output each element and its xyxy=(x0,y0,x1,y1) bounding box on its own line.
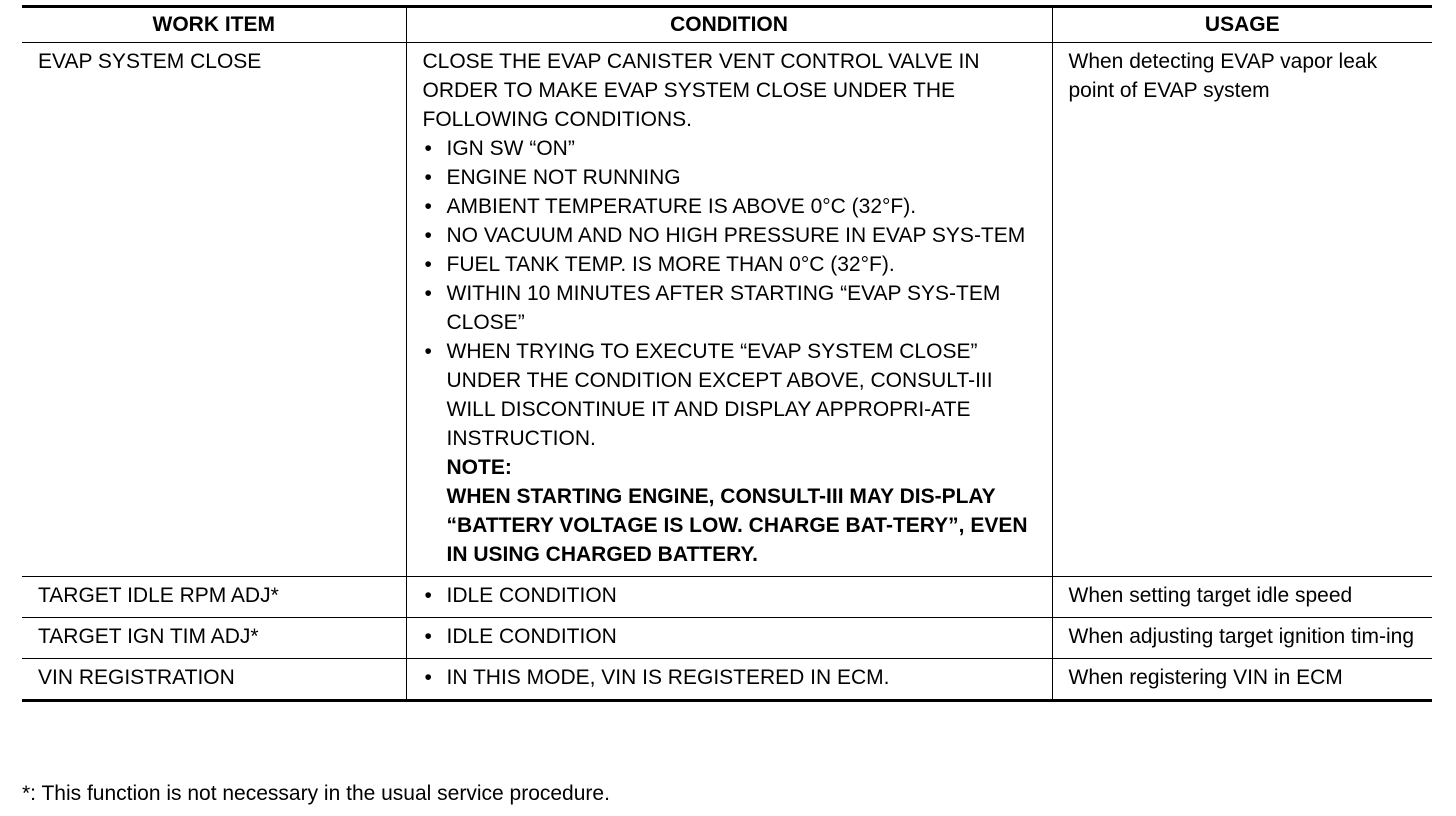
condition-list xyxy=(423,581,1036,610)
work-item-cell: VIN REGISTRATION xyxy=(22,659,406,701)
list-item: • IGN SW “ON” xyxy=(423,134,1036,163)
condition-cell xyxy=(406,577,1052,618)
list-item: • IDLE CONDITION xyxy=(423,581,1036,610)
list-item-text: • WHEN TRYING TO EXECUTE “EVAP SYSTEM CLOSE” UNDER THE CONDITION EXCEPT ABOVE, CONSULT-III WILL DISCONTINUE IT AND DISPLAY APPROPRI-ATE INSTRUCTION. xyxy=(446,340,993,450)
condition-list xyxy=(423,134,1036,569)
condition-cell xyxy=(406,618,1052,659)
list-item: • IDLE CONDITION xyxy=(423,622,1036,651)
usage-cell: When detecting EVAP vapor leak point of EVAP system xyxy=(1052,43,1432,577)
condition-list xyxy=(423,622,1036,651)
table-row xyxy=(22,659,1432,701)
note-label: NOTE: xyxy=(446,456,512,479)
usage-cell: When setting target idle speed xyxy=(1052,577,1432,618)
table-row xyxy=(22,577,1432,618)
list-item xyxy=(423,337,1036,569)
note-text: WHEN STARTING ENGINE, CONSULT-III MAY DIS-PLAY “BATTERY VOLTAGE IS LOW. CHARGE BAT-TERY”, EVEN IN USING CHARGED BATTERY. xyxy=(446,485,1028,566)
list-item: • IN THIS MODE, VIN IS REGISTERED IN ECM. xyxy=(423,663,1036,692)
condition-intro: CLOSE THE EVAP CANISTER VENT CONTROL VALVE IN ORDER TO MAKE EVAP SYSTEM CLOSE UNDER THE FOLLOWING CONDITIONS. xyxy=(422,50,980,131)
work-item-cell: TARGET IDLE RPM ADJ* xyxy=(22,577,406,618)
table-row xyxy=(22,43,1432,577)
work-item-cell: TARGET IGN TIM ADJ* xyxy=(22,618,406,659)
condition-cell xyxy=(406,43,1052,577)
header-row xyxy=(22,7,1432,43)
table-row xyxy=(22,618,1432,659)
list-item: • FUEL TANK TEMP. IS MORE THAN 0°C (32°F). xyxy=(423,250,1036,279)
list-item: • WITHIN 10 MINUTES AFTER STARTING “EVAP SYS-TEM CLOSE” xyxy=(423,279,1036,337)
header-condition: CONDITION xyxy=(406,7,1052,43)
work-support-table xyxy=(22,5,1432,702)
condition-list xyxy=(423,663,1036,692)
work-item-cell: EVAP SYSTEM CLOSE xyxy=(38,50,262,73)
list-item: • ENGINE NOT RUNNING xyxy=(423,163,1036,192)
header-work-item: WORK ITEM xyxy=(22,7,406,43)
footnote: *: This function is not necessary in the usual service procedure. xyxy=(22,782,610,805)
list-item: • NO VACUUM AND NO HIGH PRESSURE IN EVAP SYS-TEM xyxy=(423,221,1036,250)
condition-cell xyxy=(406,659,1052,701)
list-item: • AMBIENT TEMPERATURE IS ABOVE 0°C (32°F). xyxy=(423,192,1036,221)
usage-cell: When registering VIN in ECM xyxy=(1052,659,1432,701)
usage-cell: When adjusting target ignition tim-ing xyxy=(1052,618,1432,659)
header-usage: USAGE xyxy=(1052,7,1432,43)
